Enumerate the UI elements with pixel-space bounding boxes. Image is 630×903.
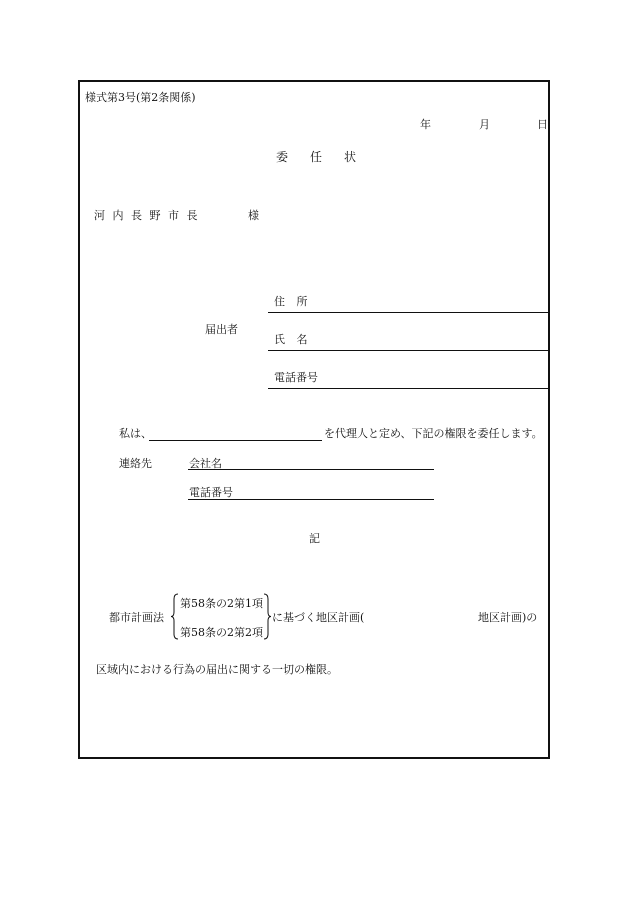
addressee-name: 河 内 長 野 市 長 — [94, 209, 200, 222]
date-month: 月 — [479, 118, 490, 131]
ki-heading: 記 — [309, 532, 320, 545]
law-clause-2: 第58条の2第2項 — [180, 626, 263, 639]
law-name: 都市計画法 — [109, 611, 164, 624]
address-label: 住 所 — [274, 295, 312, 308]
title-char-1: 委 — [276, 150, 289, 164]
notifier-phone-line — [268, 388, 550, 389]
contact-company-line — [188, 469, 434, 470]
agent-name-line — [149, 440, 322, 441]
addressee-honorific: 様 — [248, 209, 259, 222]
left-brace-icon — [170, 593, 179, 640]
contact-label: 連絡先 — [119, 457, 152, 470]
title-char-2: 任 — [310, 150, 323, 164]
statement-suffix: を代理人と定め、下記の権限を委任します。 — [324, 427, 543, 440]
form-number: 様式第3号(第2条関係) — [85, 91, 196, 104]
contact-phone-label: 電話番号 — [189, 486, 233, 499]
right-brace-icon — [263, 593, 272, 640]
law-scope: 区域内における行為の届出に関する一切の権限。 — [96, 663, 338, 676]
law-clause-1: 第58条の2第1項 — [180, 597, 263, 610]
notifier-label: 届出者 — [205, 323, 238, 336]
date-day: 日 — [537, 118, 548, 131]
title-char-3: 状 — [344, 150, 357, 164]
law-based-on: に基づく地区計画( — [272, 611, 365, 624]
address-line — [268, 312, 550, 313]
contact-phone-line — [188, 499, 434, 500]
notifier-phone-label: 電話番号 — [274, 371, 318, 384]
name-label: 氏 名 — [274, 333, 312, 346]
date-year: 年 — [420, 118, 431, 131]
statement-prefix: 私は、 — [119, 427, 152, 440]
form-frame — [78, 80, 550, 759]
law-plan-suffix: 地区計画)の — [478, 611, 538, 624]
contact-company-label: 会社名 — [189, 457, 222, 470]
name-line — [268, 350, 550, 351]
